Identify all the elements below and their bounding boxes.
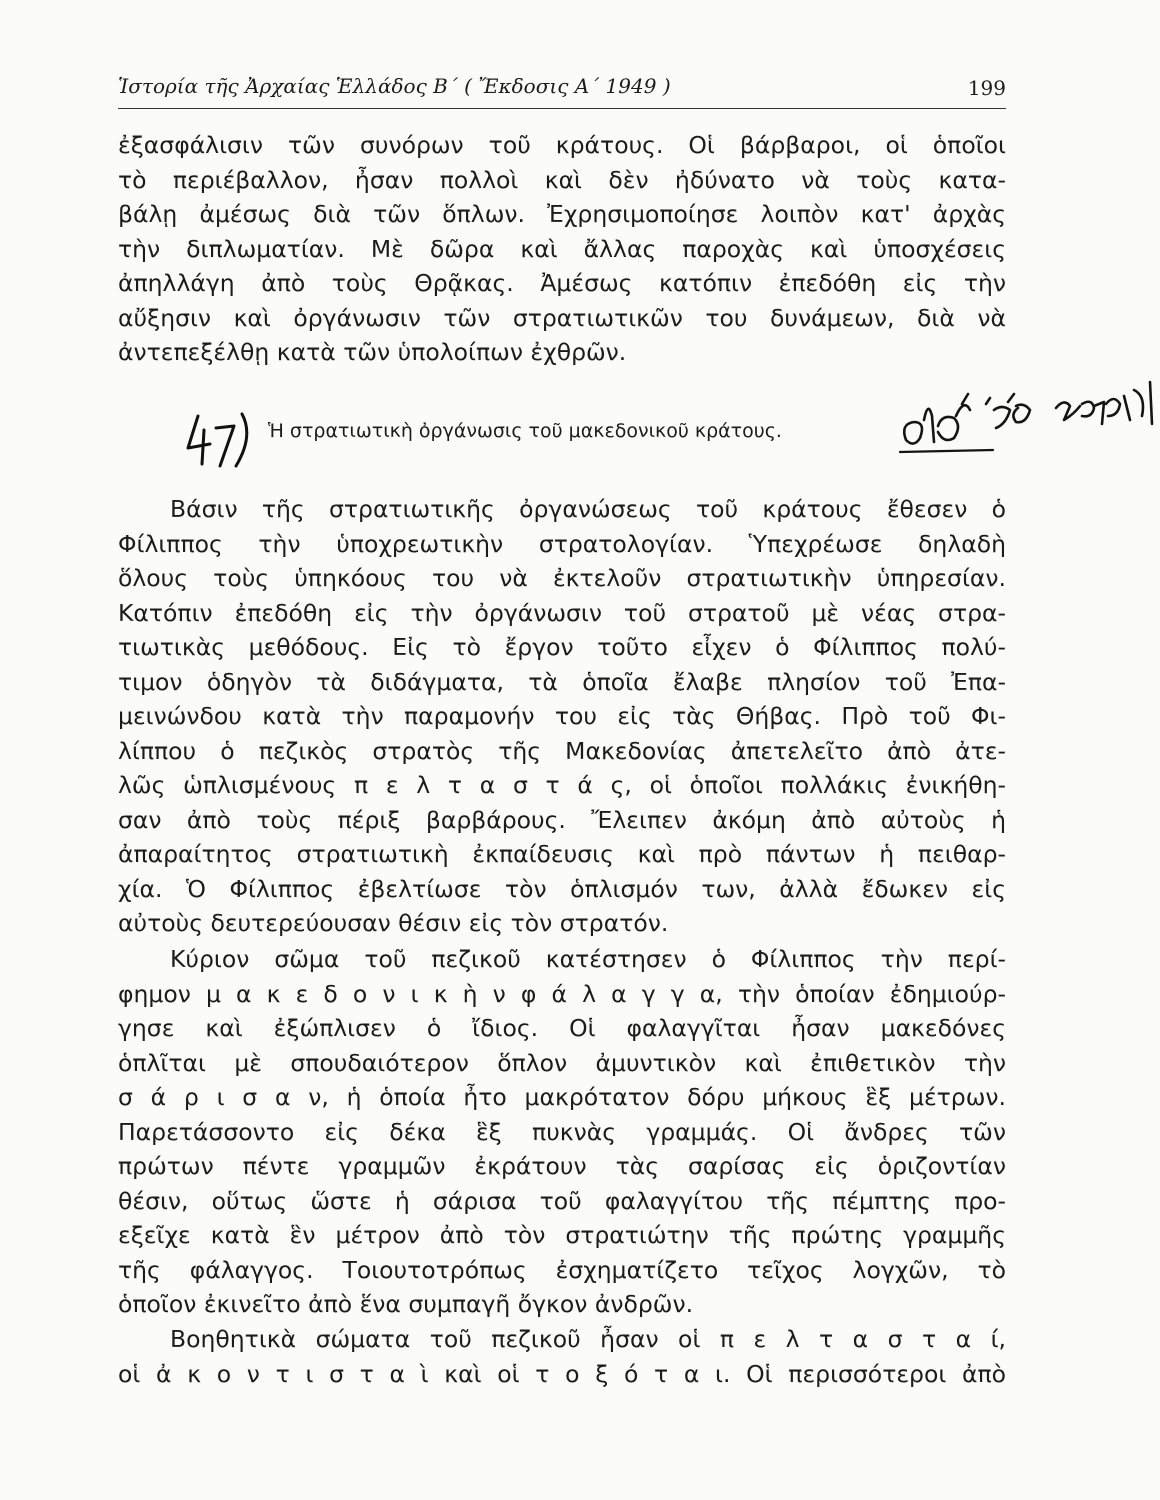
text-line: αὔξησιν καὶ ὀργάνωσιν τῶν στρατιωτικῶν του δυνάμεων, διὰ νὰ: [118, 303, 1006, 332]
text-line: γησε καὶ ἐξώπλισεν ὁ ἴδιος. Οἱ φαλαγγῖται ἦσαν μακεδόνες: [118, 1014, 1006, 1042]
text-line: πρώτων πέντε γραμμῶν ἐκράτουν τὰς σαρίσας εἰς ὁριζοντίαν: [118, 1152, 1006, 1180]
paragraph-2: [118, 492, 1006, 941]
paragraph-4: [118, 1322, 1006, 1391]
text-line: Κατόπιν ἐπεδόθη εἰς τὴν ὀργάνωσιν τοῦ στρατοῦ μὲ νέας στρα-: [118, 598, 1006, 627]
text-line: αὐτοὺς δευτερεύουσαν θέσιν εἰς τὸν στρατόν.: [118, 909, 669, 937]
text-line: θέσιν, οὕτως ὥστε ἡ σάρισα τοῦ φαλαγγίτου τῆς πέμπτης προ-: [118, 1186, 1006, 1215]
text-line: μεινώνδου κατὰ τὴν παραμονήν του εἰς τὰς Θήβας. Πρὸ τοῦ Φι-: [118, 702, 1006, 730]
paragraph-3: [118, 942, 1006, 1322]
text-line: σαν ἀπὸ τοὺς πέριξ βαρβάρους. Ἔλειπεν ἀκόμη ἀπὸ αὐτοὺς ἡ: [118, 805, 1006, 834]
text-line: Κύριον σῶμα τοῦ πεζικοῦ κατέστησεν ὁ Φίλιππος τὴν περί-: [170, 945, 1006, 973]
text-line: ἀντεπεξέλθῃ κατὰ τῶν ὑπολοίπων ἐχθρῶν.: [118, 338, 627, 366]
text-line: τὴν διπλωματίαν. Μὲ δῶρα καὶ ἄλλας παροχὰς καὶ ὑποσχέσεις: [118, 234, 1006, 263]
text-line: βάλῃ ἀμέσως διὰ τῶν ὅπλων. Ἐχρησιμοποίησε λοιπὸν κατ' ἀρχὰς: [118, 200, 1006, 228]
text-line: τιωτικὰς μεθόδους. Εἰς τὸ ἔργον τοῦτο εἶχεν ὁ Φίλιππος πολύ-: [118, 633, 1006, 661]
text-line: ἀπηλλάγη ἀπὸ τοὺς Θρᾷκας. Ἀμέσως κατόπιν ἐπεδόθη εἰς τὴν: [118, 269, 1006, 297]
text-line: φημον μ α κ ε δ ο ν ι κ ὴ ν φ ά λ α γ γ α, τὴν ὁποίαν ἐδημιούρ-: [118, 979, 1006, 1008]
text-line: τὸ περιέβαλλον, ἦσαν πολλοὶ καὶ δὲν ἠδύνατο νὰ τοὺς κατα-: [118, 165, 1006, 194]
handwritten-margin-note: [898, 376, 1160, 466]
text-line: ἀπαραίτητος στρατιωτικὴ ἐκπαίδευσις καὶ πρὸ πάντων ἡ πειθαρ-: [118, 840, 1006, 868]
text-line: σ ά ρ ι σ α ν, ἡ ὁποία ἦτο μακρότατον δόρυ μήκους ἓξ μέτρων.: [118, 1083, 1006, 1111]
text-line: ὁπλῖται μὲ σπουδαιότερον ὅπλον ἀμυντικὸν καὶ ἐπιθετικὸν τὴν: [118, 1048, 1006, 1077]
text-line: ὁποῖον ἐκινεῖτο ἀπὸ ἕνα συμπαγῆ ὄγκον ἀνδρῶν.: [118, 1290, 694, 1318]
text-line: Φίλιππος τὴν ὑποχρεωτικὴν στρατολογίαν. Ὑπεχρέωσε δηλαδὴ: [118, 529, 1006, 558]
header-rule: [118, 108, 1006, 109]
header-title: Ἱστορία τῆς Ἀρχαίας Ἑλλάδος Β΄ ( Ἔκδοσις Α΄ 1949 ): [118, 74, 671, 98]
text-line: Βοηθητικὰ σώματα τοῦ πεζικοῦ ἦσαν οἱ π ε λ τ α σ τ α ί,: [170, 1325, 1006, 1353]
text-line: Παρετάσσοντο εἰς δέκα ἓξ πυκνὰς γραμμάς. Οἱ ἄνδρες τῶν: [118, 1117, 1006, 1146]
running-header: [118, 70, 1006, 102]
paragraph-1: [118, 128, 1006, 370]
text-line: λῶς ὡπλισμένους π ε λ τ α σ τ ά ς, οἱ ὁποῖοι πολλάκις ἐνικήθη-: [118, 771, 1006, 799]
text-line: Βάσιν τῆς στρατιωτικῆς ὀργανώσεως τοῦ κράτους ἔθεσεν ὁ: [170, 495, 1006, 523]
text-line: τῆς φάλαγγος. Τοιουτοτρόπως ἐσχηματίζετο τεῖχος λογχῶν, τὸ: [118, 1255, 1006, 1284]
text-line: οἱ ἀ κ ο ν τ ι σ τ α ὶ καὶ οἱ τ ο ξ ό τ α ι. Οἱ περισσότεροι ἀπὸ: [118, 1359, 1006, 1388]
text-line: ἐξασφάλισιν τῶν συνόρων τοῦ κράτους. Οἱ βάρβαροι, οἱ ὁποῖοι: [118, 131, 1006, 159]
text-line: χία. Ὁ Φίλιππος ἐβελτίωσε τὸν ὁπλισμόν των, ἀλλὰ ἔδωκεν εἰς: [118, 874, 1006, 903]
text-line: λίππου ὁ πεζικὸς στρατὸς τῆς Μακεδονίας ἀπετελεῖτο ἀπὸ ἀτε-: [118, 736, 1006, 765]
page-number: 199: [967, 76, 1006, 100]
text-line: τιμον ὁδηγὸν τὰ διδάγματα, τὰ ὁποῖα ἔλαβε πλησίον τοῦ Ἐπα-: [118, 667, 1006, 696]
text-line: ὅλους τοὺς ὑπηκόους του νὰ ἐκτελοῦν στρατιωτικὴν ὑπηρεσίαν.: [118, 564, 1006, 592]
section-heading: Ἡ στρατιωτικὴ ὀργάνωσις τοῦ μακεδονικοῦ κράτους.: [268, 420, 782, 442]
text-line: εξεῖχε κατὰ ἓν μέτρον ἀπὸ τὸν στρατιώτην τῆς πρώτης γραμμῆς: [118, 1221, 1006, 1249]
handwritten-margin-number: [184, 408, 274, 468]
